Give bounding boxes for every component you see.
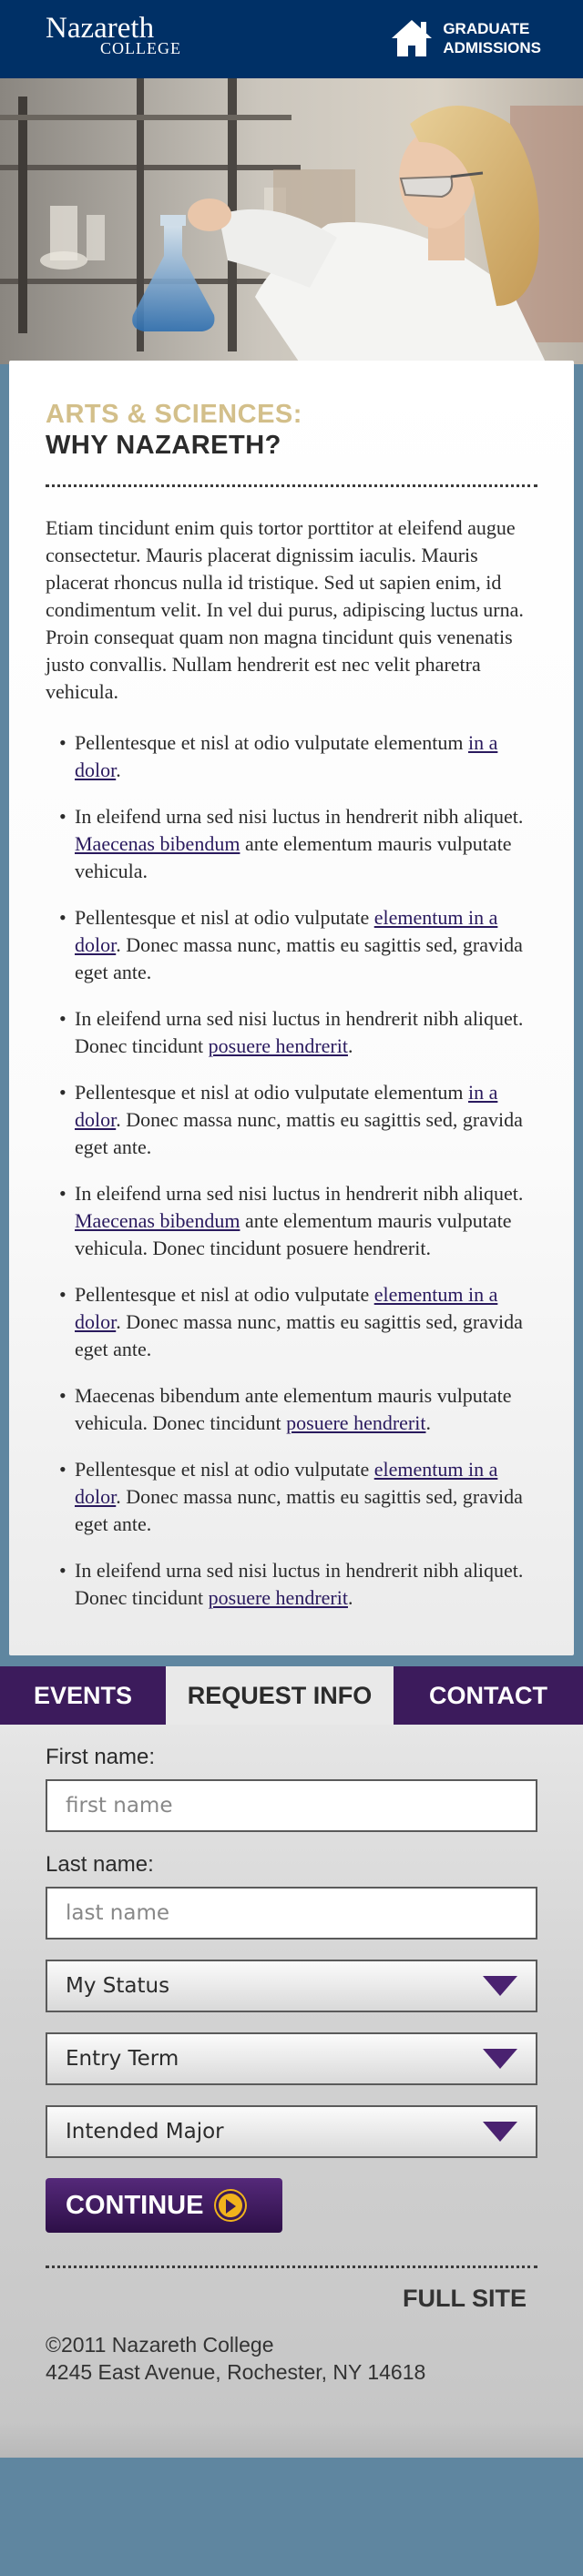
- inline-link[interactable]: in a dolor: [75, 1081, 498, 1131]
- graduate-admissions-link[interactable]: [390, 18, 541, 58]
- inline-link[interactable]: elementum in a dolor: [75, 1458, 498, 1508]
- footer-info: [46, 2331, 537, 2386]
- intended-major-select[interactable]: [46, 2105, 537, 2158]
- logo-college: COLLEGE: [100, 39, 181, 57]
- last-name-input[interactable]: last name: [46, 1887, 537, 1940]
- bullet-list: [46, 729, 537, 1612]
- page-title: WHY NAZARETH?: [46, 431, 281, 460]
- page-bottom: [0, 2422, 583, 2458]
- entry-term-select[interactable]: [46, 2032, 537, 2085]
- copyright-text: ©2011 Nazareth College: [46, 2333, 274, 2357]
- full-site-link[interactable]: FULL SITE: [402, 2285, 527, 2312]
- dropdown-arrow-icon: [483, 1976, 517, 1996]
- dropdown-arrow-icon: [483, 2049, 517, 2069]
- hero-photo: [0, 78, 583, 364]
- nazareth-logo[interactable]: [46, 12, 181, 57]
- inline-link[interactable]: Maecenas bibendum: [75, 1209, 240, 1232]
- content-area: [0, 361, 583, 1666]
- list-item: • Pellentesque et nisl at odio vulputate elementum in a dolor. Donec massa nunc, mattis eu sagittis sed, gravida eget ante.: [75, 1456, 537, 1538]
- continue-label: CONTINUE: [66, 2190, 204, 2220]
- dotted-divider: [46, 484, 537, 487]
- last-name-label: Last name:: [46, 1852, 154, 1877]
- section-eyebrow: ARTS & SCIENCES:: [46, 400, 302, 429]
- list-item: • In eleifend urna sed nisi luctus in hendrerit nibh aliquet. Maecenas bibendum ante elementum mauris vulputate vehicula. Donec tincidunt posuere hendrerit.: [75, 1180, 537, 1262]
- dotted-divider: [46, 2265, 537, 2268]
- list-item: • In eleifend urna sed nisi luctus in hendrerit nibh aliquet. Maecenas bibendum ante elementum mauris vulputate vehicula.: [75, 803, 537, 885]
- status-select-value: My Status: [66, 1974, 170, 1998]
- inline-link[interactable]: posuere hendrerit: [208, 1034, 348, 1057]
- site-header: [0, 0, 583, 78]
- entry-term-value: Entry Term: [66, 2047, 179, 2071]
- logo-name: Nazareth: [46, 12, 155, 45]
- grad-line-2: ADMISSIONS: [443, 39, 541, 56]
- list-item: • Pellentesque et nisl at odio vulputate elementum in a dolor. Donec massa nunc, mattis eu sagittis sed, gravida eget ante.: [75, 1281, 537, 1363]
- list-item: • In eleifend urna sed nisi luctus in hendrerit nibh aliquet. Donec tincidunt posuere hendrerit.: [75, 1005, 537, 1060]
- inline-link[interactable]: posuere hendrerit: [208, 1586, 348, 1609]
- tab-request-info[interactable]: REQUEST INFO: [166, 1666, 394, 1725]
- inline-link[interactable]: in a dolor: [75, 731, 498, 781]
- home-icon: [390, 18, 434, 58]
- grad-line-1: GRADUATE: [443, 20, 530, 37]
- request-info-form: [0, 1725, 583, 2422]
- lab-scientist-illustration: [0, 78, 583, 364]
- address-text: 4245 East Avenue, Rochester, NY 14618: [46, 2360, 426, 2384]
- bottom-tabs: [0, 1666, 583, 1725]
- intro-paragraph: Etiam tincidunt enim quis tortor porttitor at eleifend augue consectetur. Mauris placerat dignissim iaculis. Mauris placerat rhoncus nulla id tristique. Sed ut sapien enim, id condimentum velit. In vel dui purus, adipiscing luctus urna. Proin consequat quam non magna tincidunt quis venenatis justo convallis. Nullam hendrerit est nec velit pharetra vehicula.: [46, 516, 524, 703]
- inline-link[interactable]: elementum in a dolor: [75, 906, 498, 956]
- first-name-label: First name:: [46, 1745, 156, 1769]
- inline-link[interactable]: elementum in a dolor: [75, 1283, 498, 1333]
- intended-major-value: Intended Major: [66, 2120, 224, 2143]
- list-item: • Pellentesque et nisl at odio vulputate elementum in a dolor. Donec massa nunc, mattis eu sagittis sed, gravida eget ante.: [75, 1079, 537, 1161]
- status-select[interactable]: [46, 1960, 537, 2012]
- content-card: [9, 361, 574, 1655]
- tab-events[interactable]: EVENTS: [33, 1681, 133, 1709]
- first-name-input[interactable]: first name: [46, 1779, 537, 1832]
- tab-contact[interactable]: CONTACT: [429, 1681, 547, 1709]
- list-item: • Pellentesque et nisl at odio vulputate elementum in a dolor. Donec massa nunc, mattis eu sagittis sed, gravida eget ante.: [75, 904, 537, 986]
- list-item: • Pellentesque et nisl at odio vulputate elementum in a dolor.: [75, 729, 537, 784]
- list-item: • In eleifend urna sed nisi luctus in hendrerit nibh aliquet. Donec tincidunt posuere hendrerit.: [75, 1557, 537, 1612]
- arrow-right-icon: [216, 2191, 245, 2220]
- inline-link[interactable]: Maecenas bibendum: [75, 832, 240, 855]
- list-item: • Maecenas bibendum ante elementum mauris vulputate vehicula. Donec tincidunt posuere hendrerit.: [75, 1382, 537, 1437]
- inline-link[interactable]: posuere hendrerit: [286, 1411, 426, 1434]
- continue-button[interactable]: [46, 2178, 282, 2233]
- dropdown-arrow-icon: [483, 2122, 517, 2142]
